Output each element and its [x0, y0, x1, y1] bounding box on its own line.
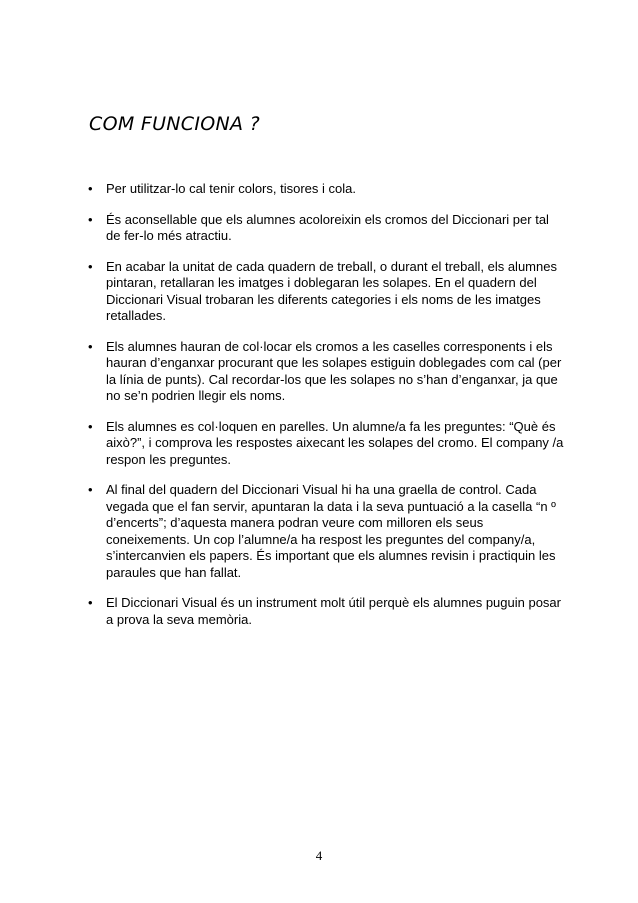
list-item — [0, 212, 638, 245]
list-item-text: En acabar la unitat de cada quadern de treball, o durant el treball, els alumnes pintaran, retallaran les imatges i doblegaran les solapes. En el quadern del Diccionari Visual trobaran les diferents categories i els noms de les imatges retallades. — [106, 258, 557, 323]
list-item — [0, 595, 638, 628]
list-item-text: Al final del quadern del Diccionari Visual hi ha una graella de control. Cada vegada que el fan servir, apuntaran la data i la seva puntuació a la casella “n º d’encerts”; d’aquesta manera podran veure com milloren els seus coneixements. Un cop l’alumne/a ha respost les preguntes del company/a, s’intercanvien els papers. És important que els alumnes revisin i practiquin les paraules que han fallat. — [106, 482, 556, 580]
list-item-text: Els alumnes hauran de col·locar els cromos a les caselles corresponents i els hauran d’enganxar procurant que les solapes estiguin doblegades com cal (per la línia de punts). Cal recordar-los que les solapes no s’han d’enganxar, ja que no se’n podrien llegir els noms. — [106, 338, 562, 403]
list-item-text: És aconsellable que els alumnes acoloreixin els cromos del Diccionari per tal de fer-lo més atractiu. — [106, 211, 549, 243]
bullet-icon: • — [88, 181, 93, 196]
list-item — [0, 181, 638, 198]
bullet-icon: • — [88, 418, 93, 434]
list-item-text: Els alumnes es col·loquen en parelles. Un alumne/a fa les preguntes: “Què és això?”, i comprova les respostes aixecant les solapes del cromo. El company /a respon les preguntes. — [106, 418, 564, 467]
bullet-icon: • — [88, 482, 93, 497]
instructions-list — [0, 181, 638, 642]
list-item — [0, 339, 638, 405]
bullet-icon: • — [88, 258, 93, 274]
list-item-text: Per utilitzar-lo cal tenir colors, tisores i cola. — [106, 181, 356, 196]
bullet-icon: • — [88, 595, 93, 610]
list-item-text: El Diccionari Visual és un instrument molt útil perquè els alumnes puguin posar a prova la seva memòria. — [106, 595, 561, 627]
list-item — [0, 482, 638, 581]
bullet-icon: • — [88, 211, 93, 227]
bullet-icon: • — [88, 338, 93, 354]
page-number: 4 — [315, 848, 323, 863]
page-title: COM FUNCIONA ? — [89, 113, 261, 135]
list-item — [0, 259, 638, 325]
list-item — [0, 419, 638, 469]
